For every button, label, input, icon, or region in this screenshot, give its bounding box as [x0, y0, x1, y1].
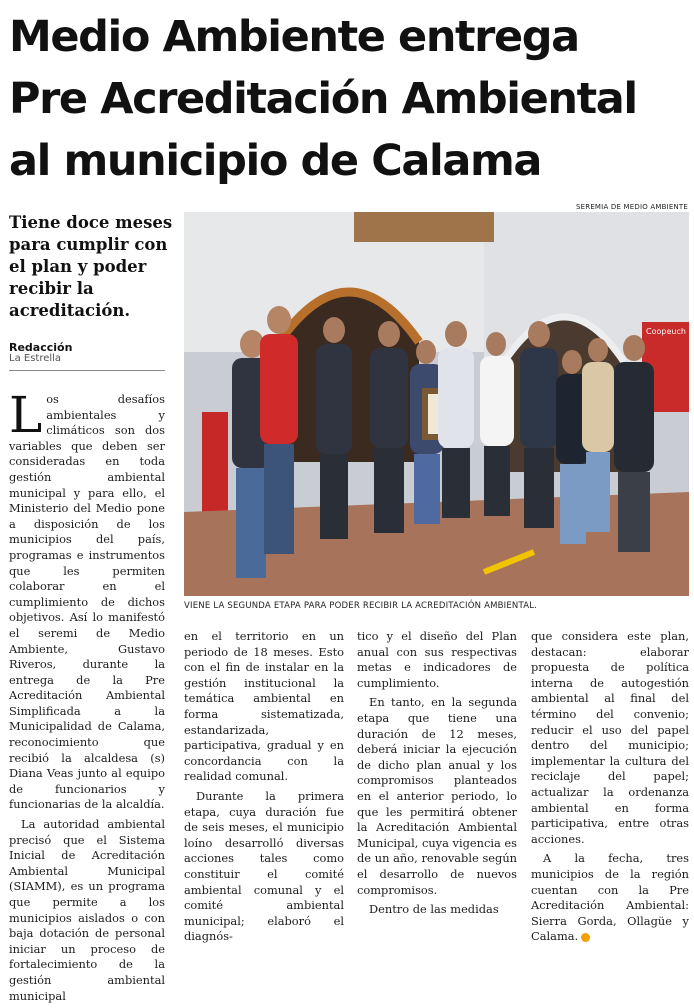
- article-column-2: [184, 629, 344, 949]
- article-column-4: [531, 629, 689, 949]
- photo-caption: VIENE LA SEGUNDA ETAPA PARA PODER RECIBIR LA ACREDITACIÓN AMBIENTAL.: [184, 601, 538, 611]
- paragraph: En tanto, en la segunda etapa que tiene una duración de 12 meses, deberá iniciar la ejecución de dicho plan anual y los compromisos planteados en el anterior periodo, lo que les permitirá obtener la Acreditación Ambiental Municipal, cuya vigencia es de un año, renovable según el desarrollo de nuevos compromisos.: [357, 695, 517, 897]
- svg-text:Coopeuch: Coopeuch: [646, 327, 686, 336]
- paragraph: que considera este plan, destacan: elaborar propuesta de política interna de autogestión ambiental al final del término del convenio; reducir el uso del papel dentro del municipio; implementar la cultura del reciclaje del papel; actualizar la ordenanza ambiental en forma participativa, entre otras acciones.: [531, 629, 689, 846]
- photo-credit: SEREMIA DE MEDIO AMBIENTE: [575, 203, 688, 211]
- subheadline: Tiene doce meses para cumplir con el plan y poder recibir la acreditación.: [9, 213, 173, 320]
- paragraph: [9, 386, 165, 813]
- paragraph-text: A la fecha, tres municipios de la región cuentan con la Pre Acreditación Ambiental: Sierra Gorda, Ollagüe y Calama.: [531, 851, 689, 944]
- paragraph: La autoridad ambiental precisó que el Sistema Inicial de Acreditación Ambiental Municipal (SIAMM), es un programa que permite a los municipios aislados o con baja dotación de personal iniciar un proceso de fortalecimiento de la gestión ambiental municipal: [9, 817, 165, 1003]
- byline-source: La Estrella: [9, 353, 62, 364]
- paragraph: Durante la primera etapa, cuya duración fue de seis meses, el municipio loíno desarrolló diversas acciones tales como constituir el comité ambiental comunal y el comité ambiental municipal; elaboró el diagnós-: [184, 788, 344, 944]
- headline-line-3: al municipio de Calama: [9, 136, 542, 186]
- article-photo: [184, 212, 689, 596]
- byline-label: Redacción: [9, 341, 73, 354]
- paragraph-text: os desafíos ambientales y climáticos son dos variables que deben ser consideradas en toda gestión ambiental municipal y para ello, el Ministerio del Medio pone a disposición de los municipios del país, programas e instrumentos que les permiten colaborar en el cumplimiento de dichos objetivos. Así lo manifestó el seremi de Medio Ambiente, Gustavo Riveros, durante la entrega de la Pre Acreditación Ambiental Simplificada a la Municipalidad de Calama, reconocimiento que recibió la alcaldesa (s) Diana Veas junto al equipo de funcionarios y funcionarias de la alcaldía.: [9, 392, 165, 812]
- article-column-3: [357, 629, 517, 922]
- drop-cap: L: [9, 386, 43, 444]
- headline: [9, 6, 689, 192]
- article-column-1: [9, 386, 165, 1008]
- headline-line-2: Pre Acreditación Ambiental: [9, 74, 637, 124]
- headline-line-1: Medio Ambiente entrega: [9, 12, 579, 62]
- end-mark-icon: [581, 933, 590, 942]
- paragraph: tico y el diseño del Plan anual con sus respectivas metas e indicadores de cumplimiento.: [357, 629, 517, 690]
- paragraph: en el territorio en un periodo de 18 meses. Esto con el fin de instalar en la gestión institucional la temática ambiental en forma sistematizada, estandarizada, participativa, gradual y en concordancia con la realidad comunal.: [184, 629, 344, 784]
- paragraph: Dentro de las medidas: [369, 902, 499, 917]
- paragraph: [531, 851, 689, 945]
- byline-divider: [9, 370, 165, 371]
